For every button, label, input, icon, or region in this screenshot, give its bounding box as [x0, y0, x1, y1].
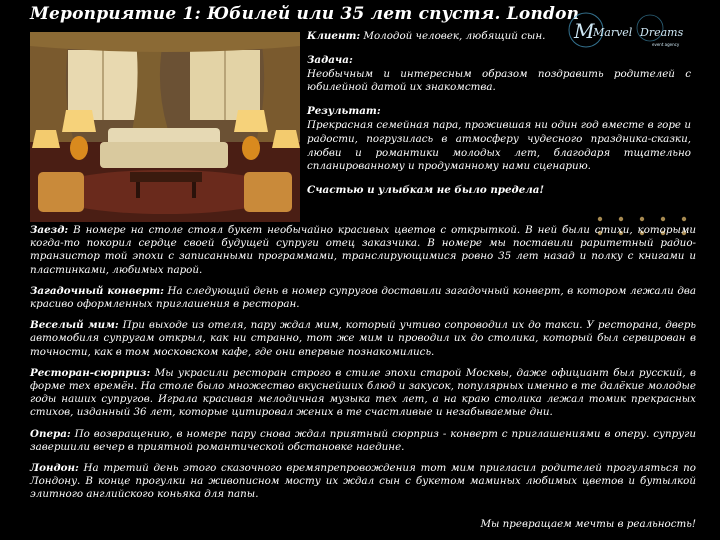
logo-word-2: Dreams — [640, 26, 684, 39]
task-label: Задача: — [307, 53, 353, 66]
section-envelope: Загадочный конверт: На следующий день в номер супругов доставили загадочный конверт, в котором лежали два красиво оформленных приглашения в ресторан. — [30, 284, 696, 311]
task-text: Необычным и интересным образом поздравить родителей с юбилейной датой их знакомства. — [307, 67, 691, 94]
page-title: Мероприятие 1: Юбилей или 35 лет спустя. London — [30, 4, 580, 24]
summary-panel — [307, 30, 691, 208]
result-paragraph — [307, 105, 691, 174]
decor-dot — [682, 217, 686, 221]
decor-dot — [661, 217, 665, 221]
client-text: Молодой человек, любящий сын. — [360, 30, 546, 42]
svg-text:M: M — [574, 19, 595, 43]
decor-dot — [619, 217, 623, 221]
section-opera: Опера: По возвращению, в номере пару снова ждал приятный сюрприз - конверт с приглашениями в оперу. супруги завершили вечер в приятной романтической обстановке наедине. — [30, 427, 696, 453]
client-paragraph — [307, 30, 691, 44]
logo-word-1: Marvel — [593, 26, 633, 39]
section-restaurant: Ресторан-сюрприз: Мы украсили ресторан строго в стиле эпохи старой Москвы, даже официант был русский, в форме тех времён. На столе было множество вкуснейших блюд и закусок, популярных именно в те далёкие молодые годы наших супругов. Играла красивая мелодичная музыка тех лет, а на краю столика лежал томик прекрасных стихов, изданный 36 лет, которые цитировал жених в те счастливые и незабываемые дни. — [30, 366, 696, 419]
client-label: Клиент: — [307, 30, 361, 42]
tagline: Мы превращаем мечты в реальность! — [480, 518, 696, 530]
event-description — [30, 224, 696, 510]
result-text: Прекрасная семейная пара, прожившая ни один год вместе в горе и радости, погрузилась в атмосферу чудесного праздника-сказки, любви и романтики молодых лет, благодаря тщательно спланированному и продуманному нами сценарию. — [307, 118, 691, 173]
hotel-room-photo — [30, 32, 300, 222]
task-paragraph — [307, 54, 691, 95]
result-label: Результат: — [307, 105, 381, 118]
section-mime: Веселый мим: При выходе из отеля, пару ждал мим, который учтиво сопроводил их до такси. У ресторана, дверь автомобиля супругам открыл, как ни странно, тот же мим и проводил их до столика, который был сервирован в точности, как в том московском кафе, где они впервые познакомились. — [30, 319, 697, 358]
decor-dot — [640, 217, 644, 221]
happiness-line: Счастью и улыбкам не было предела! — [307, 184, 544, 197]
logo-subtitle: event agency — [652, 42, 680, 47]
decor-dot — [598, 217, 602, 221]
section-arrival: Заезд: В номере на столе стоял букет необычайно красивых цветов с открыткой. В ней были стихи, которыми когда-то покорил сердце своей будущей супруги отец заказчика. В номере мы поставили раритетный радио-транзистор той эпохи с записанными программами, транслирующимися ровно 35 лет назад и полку с книгами и пластинками, любимых парой. — [30, 224, 696, 276]
section-london: Лондон: На третий день этого сказочного времяпрепровождения тот мим пригласил родителей прогуляться по Лондону. В конце прогулки на живописном мосту их ждал сын с букетом маминых любимых цветов и бутылкой элитного английского коньяка для папы. — [30, 462, 696, 501]
